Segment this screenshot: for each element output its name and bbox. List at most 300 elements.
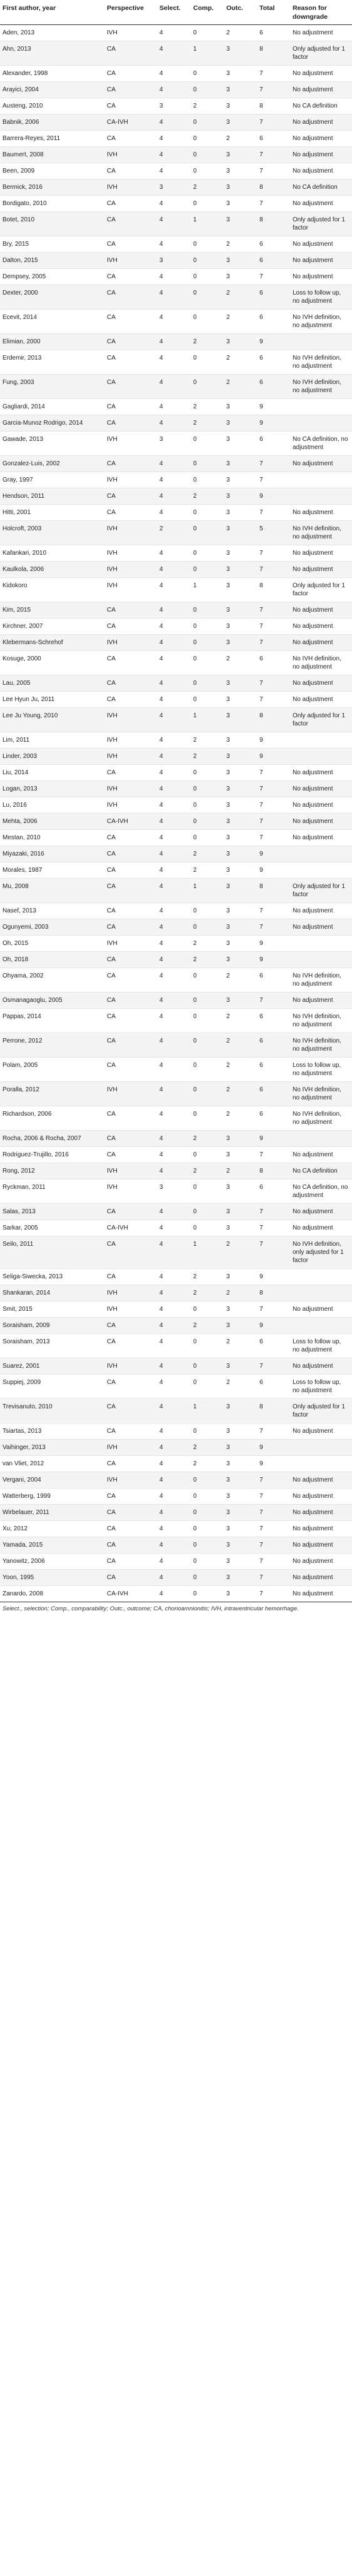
cell-perspective: CA (104, 1423, 157, 1440)
cell-selection: 3 (157, 253, 191, 269)
cell-selection: 4 (157, 488, 191, 505)
cell-total: 9 (257, 936, 290, 952)
cell-comparability: 0 (191, 432, 224, 456)
cell-reason-for-downgrade: No adjustment (290, 545, 352, 562)
cell-reason-for-downgrade: No adjustment (290, 1147, 352, 1163)
cell-selection: 4 (157, 472, 191, 488)
cell-total: 7 (257, 1570, 290, 1586)
cell-reason-for-downgrade (290, 1285, 352, 1301)
table-row (0, 952, 352, 968)
cell-perspective: CA (104, 968, 157, 993)
cell-reason-for-downgrade: No adjustment (290, 781, 352, 797)
cell-total: 7 (257, 1553, 290, 1570)
cell-reason-for-downgrade: No adjustment (290, 1586, 352, 1602)
cell-comparability: 2 (191, 415, 224, 432)
cell-comparability: 2 (191, 1131, 224, 1147)
table-row (0, 1521, 352, 1537)
table-row (0, 1082, 352, 1106)
cell-total: 6 (257, 651, 290, 675)
table-row (0, 1472, 352, 1488)
cell-comparability: 0 (191, 269, 224, 285)
cell-first-author-year: Botet, 2010 (0, 212, 104, 236)
cell-reason-for-downgrade (290, 846, 352, 862)
cell-first-author-year: Lim, 2011 (0, 732, 104, 749)
cell-first-author-year: Erdemir, 2013 (0, 350, 104, 375)
table-row (0, 163, 352, 179)
cell-total: 9 (257, 488, 290, 505)
cell-perspective: CA (104, 350, 157, 375)
cell-outcome: 2 (224, 1163, 257, 1179)
cell-outcome: 3 (224, 432, 257, 456)
cell-selection: 4 (157, 399, 191, 415)
cell-comparability: 2 (191, 936, 224, 952)
cell-comparability: 2 (191, 98, 224, 114)
cell-perspective: IVH (104, 562, 157, 578)
cell-comparability: 0 (191, 692, 224, 708)
cell-reason-for-downgrade (290, 732, 352, 749)
cell-first-author-year: van Vliet, 2012 (0, 1456, 104, 1472)
cell-selection: 4 (157, 1131, 191, 1147)
cell-comparability: 0 (191, 1472, 224, 1488)
cell-total: 9 (257, 1318, 290, 1334)
cell-first-author-year: Pappas, 2014 (0, 1009, 104, 1033)
cell-selection: 4 (157, 1269, 191, 1285)
cell-perspective: CA (104, 269, 157, 285)
cell-selection: 4 (157, 1236, 191, 1269)
cell-first-author-year: Ogunyemi, 2003 (0, 919, 104, 936)
cell-first-author-year: Oh, 2015 (0, 936, 104, 952)
cell-total: 8 (257, 1285, 290, 1301)
cell-selection: 4 (157, 1009, 191, 1033)
cell-selection: 4 (157, 602, 191, 619)
cell-outcome: 3 (224, 765, 257, 781)
cell-total: 7 (257, 830, 290, 846)
table-row (0, 1553, 352, 1570)
cell-reason-for-downgrade (290, 1131, 352, 1147)
cell-selection: 4 (157, 879, 191, 903)
cell-selection: 4 (157, 1204, 191, 1220)
cell-selection: 4 (157, 163, 191, 179)
cell-first-author-year: Polam, 2005 (0, 1058, 104, 1082)
cell-outcome: 2 (224, 1236, 257, 1269)
cell-outcome: 3 (224, 952, 257, 968)
cell-total: 7 (257, 1301, 290, 1318)
cell-comparability: 0 (191, 830, 224, 846)
cell-comparability: 0 (191, 919, 224, 936)
cell-total: 7 (257, 781, 290, 797)
cell-outcome: 3 (224, 635, 257, 651)
cell-outcome: 3 (224, 179, 257, 196)
cell-selection: 4 (157, 545, 191, 562)
cell-perspective: CA (104, 1009, 157, 1033)
cell-total: 5 (257, 521, 290, 545)
cell-selection: 4 (157, 1334, 191, 1358)
cell-outcome: 3 (224, 830, 257, 846)
cell-total: 7 (257, 1423, 290, 1440)
cell-outcome: 3 (224, 41, 257, 66)
cell-first-author-year: Soraisham, 2013 (0, 1334, 104, 1358)
table-row (0, 936, 352, 952)
cell-perspective: IVH (104, 472, 157, 488)
cell-comparability: 2 (191, 846, 224, 862)
cell-selection: 4 (157, 993, 191, 1009)
cell-comparability: 0 (191, 903, 224, 919)
cell-selection: 4 (157, 1570, 191, 1586)
cell-outcome: 3 (224, 505, 257, 521)
cell-total: 6 (257, 1375, 290, 1399)
table-row (0, 1488, 352, 1505)
table-row (0, 236, 352, 253)
cell-first-author-year: Kosuge, 2000 (0, 651, 104, 675)
cell-reason-for-downgrade: No adjustment (290, 456, 352, 472)
cell-reason-for-downgrade: Only adjusted for 1 factor (290, 1399, 352, 1423)
cell-selection: 4 (157, 936, 191, 952)
cell-outcome: 3 (224, 212, 257, 236)
cell-outcome: 3 (224, 1358, 257, 1375)
cell-perspective: CA (104, 285, 157, 310)
table-row (0, 1440, 352, 1456)
cell-perspective: CA (104, 196, 157, 212)
cell-selection: 4 (157, 1082, 191, 1106)
cell-perspective: IVH (104, 635, 157, 651)
table-row (0, 196, 352, 212)
cell-selection: 4 (157, 619, 191, 635)
table-row (0, 1537, 352, 1553)
cell-outcome: 3 (224, 1440, 257, 1456)
cell-total: 7 (257, 163, 290, 179)
header-perspective: Perspective (104, 0, 157, 25)
cell-reason-for-downgrade: No adjustment (290, 1537, 352, 1553)
cell-first-author-year: Wirbelauer, 2011 (0, 1505, 104, 1521)
cell-perspective: CA (104, 1106, 157, 1131)
cell-comparability: 0 (191, 1423, 224, 1440)
cell-reason-for-downgrade: No adjustment (290, 765, 352, 781)
table-row (0, 830, 352, 846)
cell-reason-for-downgrade: No adjustment (290, 993, 352, 1009)
header-selection: Select. (157, 0, 191, 25)
cell-first-author-year: Gagliardi, 2014 (0, 399, 104, 415)
cell-total: 8 (257, 212, 290, 236)
cell-first-author-year: Suarez, 2001 (0, 1358, 104, 1375)
cell-total: 6 (257, 131, 290, 147)
cell-total: 7 (257, 114, 290, 131)
cell-first-author-year: Vergani, 2004 (0, 1472, 104, 1488)
cell-reason-for-downgrade: No adjustment (290, 131, 352, 147)
cell-comparability: 0 (191, 545, 224, 562)
cell-first-author-year: Gonzalez-Luis, 2002 (0, 456, 104, 472)
cell-total: 7 (257, 1472, 290, 1488)
table-row (0, 1106, 352, 1131)
cell-selection: 4 (157, 635, 191, 651)
cell-total: 8 (257, 578, 290, 602)
table-row (0, 846, 352, 862)
cell-selection: 4 (157, 285, 191, 310)
table-row (0, 578, 352, 602)
cell-reason-for-downgrade: No adjustment (290, 147, 352, 163)
cell-first-author-year: Vaihinger, 2013 (0, 1440, 104, 1456)
cell-outcome: 2 (224, 1106, 257, 1131)
cell-outcome: 3 (224, 732, 257, 749)
cell-reason-for-downgrade (290, 1318, 352, 1334)
cell-first-author-year: Rocha, 2006 & Rocha, 2007 (0, 1131, 104, 1147)
cell-comparability: 2 (191, 399, 224, 415)
cell-perspective: IVH (104, 797, 157, 814)
cell-perspective: IVH (104, 1163, 157, 1179)
table-row (0, 456, 352, 472)
table-row (0, 1423, 352, 1440)
cell-selection: 4 (157, 708, 191, 732)
cell-outcome: 3 (224, 98, 257, 114)
cell-reason-for-downgrade: No IVH definition, no adjustment (290, 1009, 352, 1033)
cell-comparability: 0 (191, 797, 224, 814)
table-row (0, 1358, 352, 1375)
cell-first-author-year: Dalton, 2015 (0, 253, 104, 269)
cell-first-author-year: Lee Ju Young, 2010 (0, 708, 104, 732)
cell-total: 7 (257, 1537, 290, 1553)
cell-total: 7 (257, 675, 290, 692)
cell-total: 7 (257, 1236, 290, 1269)
cell-comparability: 0 (191, 350, 224, 375)
cell-first-author-year: Garcia-Munoz Rodrigo, 2014 (0, 415, 104, 432)
cell-perspective: CA (104, 375, 157, 399)
cell-outcome: 2 (224, 1375, 257, 1399)
cell-comparability: 0 (191, 472, 224, 488)
cell-reason-for-downgrade: Only adjusted for 1 factor (290, 879, 352, 903)
cell-total: 9 (257, 399, 290, 415)
cell-first-author-year: Ryckman, 2011 (0, 1179, 104, 1204)
table-row (0, 749, 352, 765)
cell-total: 9 (257, 952, 290, 968)
cell-first-author-year: Fung, 2003 (0, 375, 104, 399)
cell-total: 7 (257, 505, 290, 521)
cell-first-author-year: Yanowitz, 2006 (0, 1553, 104, 1570)
table-footnote: Select., selection; Comp., comparability; Outc., outcome; CA, chorioamnionitis; IVH, intraventricular hemorrhage. (3, 1605, 299, 1612)
cell-first-author-year: Klebermans-Schrehof (0, 635, 104, 651)
cell-reason-for-downgrade: No CA definition, no adjustment (290, 1179, 352, 1204)
cell-outcome: 3 (224, 82, 257, 98)
cell-total: 7 (257, 269, 290, 285)
cell-first-author-year: Trevisanuto, 2010 (0, 1399, 104, 1423)
table-row (0, 1204, 352, 1220)
cell-outcome: 2 (224, 236, 257, 253)
cell-first-author-year: Tsiartas, 2013 (0, 1423, 104, 1440)
table-row (0, 179, 352, 196)
cell-outcome: 3 (224, 1472, 257, 1488)
cell-selection: 4 (157, 692, 191, 708)
cell-perspective: CA (104, 1269, 157, 1285)
cell-first-author-year: Ahn, 2013 (0, 41, 104, 66)
table-row (0, 25, 352, 41)
cell-comparability: 0 (191, 1058, 224, 1082)
cell-outcome: 3 (224, 521, 257, 545)
table-row (0, 1318, 352, 1334)
cell-outcome: 3 (224, 545, 257, 562)
table-row (0, 781, 352, 797)
cell-reason-for-downgrade: No adjustment (290, 797, 352, 814)
cell-reason-for-downgrade: No adjustment (290, 114, 352, 131)
cell-perspective: CA (104, 1058, 157, 1082)
cell-reason-for-downgrade: No adjustment (290, 562, 352, 578)
cell-selection: 4 (157, 1488, 191, 1505)
table-row (0, 98, 352, 114)
table-row (0, 415, 352, 432)
cell-comparability: 0 (191, 25, 224, 41)
cell-first-author-year: Gawade, 2013 (0, 432, 104, 456)
table-row (0, 1285, 352, 1301)
cell-perspective: CA (104, 131, 157, 147)
cell-selection: 4 (157, 25, 191, 41)
cell-first-author-year: Suppiej, 2009 (0, 1375, 104, 1399)
cell-total: 6 (257, 1179, 290, 1204)
cell-perspective: IVH (104, 1285, 157, 1301)
cell-outcome: 3 (224, 334, 257, 350)
cell-total: 9 (257, 334, 290, 350)
cell-comparability: 0 (191, 1301, 224, 1318)
cell-comparability: 0 (191, 1009, 224, 1033)
cell-outcome: 3 (224, 936, 257, 952)
table-header (0, 0, 352, 25)
cell-outcome: 3 (224, 602, 257, 619)
cell-outcome: 3 (224, 1399, 257, 1423)
cell-total: 9 (257, 846, 290, 862)
cell-perspective: CA (104, 82, 157, 98)
header-first-author-year: First author, year (0, 0, 104, 25)
cell-selection: 4 (157, 1220, 191, 1236)
cell-perspective: CA (104, 903, 157, 919)
cell-selection: 4 (157, 114, 191, 131)
cell-outcome: 3 (224, 1537, 257, 1553)
header-outcome: Outc. (224, 0, 257, 25)
cell-reason-for-downgrade (290, 399, 352, 415)
table-row (0, 1586, 352, 1602)
cell-selection: 4 (157, 749, 191, 765)
cell-comparability: 0 (191, 253, 224, 269)
cell-selection: 3 (157, 98, 191, 114)
cell-outcome: 3 (224, 562, 257, 578)
cell-comparability: 0 (191, 1537, 224, 1553)
cell-outcome: 3 (224, 1505, 257, 1521)
cell-comparability: 2 (191, 862, 224, 879)
cell-perspective: CA (104, 993, 157, 1009)
cell-total: 9 (257, 732, 290, 749)
cell-outcome: 3 (224, 66, 257, 82)
cell-outcome: 3 (224, 415, 257, 432)
cell-reason-for-downgrade: Only adjusted for 1 factor (290, 41, 352, 66)
cell-total: 7 (257, 456, 290, 472)
cell-outcome: 3 (224, 1204, 257, 1220)
cell-reason-for-downgrade: No IVH definition, no adjustment (290, 521, 352, 545)
cell-perspective: CA (104, 1537, 157, 1553)
cell-first-author-year: Hitti, 2001 (0, 505, 104, 521)
cell-first-author-year: Osmanagaoglu, 2005 (0, 993, 104, 1009)
cell-comparability: 0 (191, 993, 224, 1009)
cell-perspective: IVH (104, 179, 157, 196)
cell-comparability: 0 (191, 675, 224, 692)
cell-total: 7 (257, 692, 290, 708)
cell-comparability: 0 (191, 1358, 224, 1375)
table-row (0, 1179, 352, 1204)
cell-reason-for-downgrade: No adjustment (290, 619, 352, 635)
cell-comparability: 0 (191, 1334, 224, 1358)
cell-outcome: 3 (224, 1131, 257, 1147)
cell-outcome: 3 (224, 675, 257, 692)
table-row (0, 131, 352, 147)
cell-outcome: 2 (224, 1285, 257, 1301)
cell-outcome: 3 (224, 472, 257, 488)
cell-outcome: 3 (224, 692, 257, 708)
cell-first-author-year: Liu, 2014 (0, 765, 104, 781)
cell-reason-for-downgrade: No CA definition (290, 1163, 352, 1179)
cell-perspective: CA (104, 334, 157, 350)
cell-total: 8 (257, 879, 290, 903)
table-row (0, 1505, 352, 1521)
cell-total: 6 (257, 432, 290, 456)
table-row (0, 375, 352, 399)
table-row (0, 545, 352, 562)
table-row (0, 41, 352, 66)
cell-total: 9 (257, 749, 290, 765)
cell-comparability: 0 (191, 1505, 224, 1521)
cell-reason-for-downgrade: No CA definition, no adjustment (290, 432, 352, 456)
cell-selection: 4 (157, 952, 191, 968)
cell-perspective: CA (104, 1147, 157, 1163)
cell-outcome: 2 (224, 1082, 257, 1106)
cell-outcome: 3 (224, 578, 257, 602)
cell-comparability: 0 (191, 285, 224, 310)
table-row (0, 562, 352, 578)
cell-comparability: 0 (191, 781, 224, 797)
cell-total: 9 (257, 1131, 290, 1147)
cell-comparability: 0 (191, 1179, 224, 1204)
cell-comparability: 0 (191, 521, 224, 545)
cell-selection: 4 (157, 903, 191, 919)
table-row (0, 66, 352, 82)
cell-comparability: 0 (191, 1033, 224, 1058)
cell-perspective: CA (104, 98, 157, 114)
cell-outcome: 3 (224, 862, 257, 879)
cell-perspective: IVH (104, 147, 157, 163)
cell-perspective: CA (104, 1236, 157, 1269)
cell-reason-for-downgrade (290, 472, 352, 488)
cell-outcome: 2 (224, 350, 257, 375)
table-row (0, 879, 352, 903)
table-body (0, 25, 352, 1602)
cell-first-author-year: Rong, 2012 (0, 1163, 104, 1179)
cell-perspective: CA (104, 1204, 157, 1220)
cell-comparability: 0 (191, 1488, 224, 1505)
cell-comparability: 0 (191, 1570, 224, 1586)
cell-outcome: 3 (224, 196, 257, 212)
cell-reason-for-downgrade: No IVH definition, no adjustment (290, 968, 352, 993)
cell-selection: 4 (157, 196, 191, 212)
cell-perspective: CA (104, 1375, 157, 1399)
cell-perspective: CA (104, 505, 157, 521)
cell-comparability: 2 (191, 179, 224, 196)
cell-outcome: 3 (224, 1179, 257, 1204)
cell-total: 7 (257, 765, 290, 781)
cell-first-author-year: Ohyama, 2002 (0, 968, 104, 993)
cell-total: 7 (257, 1358, 290, 1375)
cell-total: 8 (257, 708, 290, 732)
cell-selection: 4 (157, 797, 191, 814)
cell-outcome: 3 (224, 708, 257, 732)
cell-outcome: 3 (224, 269, 257, 285)
cell-perspective: CA (104, 1399, 157, 1423)
cell-total: 7 (257, 147, 290, 163)
cell-first-author-year: Zanardo, 2008 (0, 1586, 104, 1602)
cell-outcome: 3 (224, 903, 257, 919)
cell-perspective: IVH (104, 521, 157, 545)
